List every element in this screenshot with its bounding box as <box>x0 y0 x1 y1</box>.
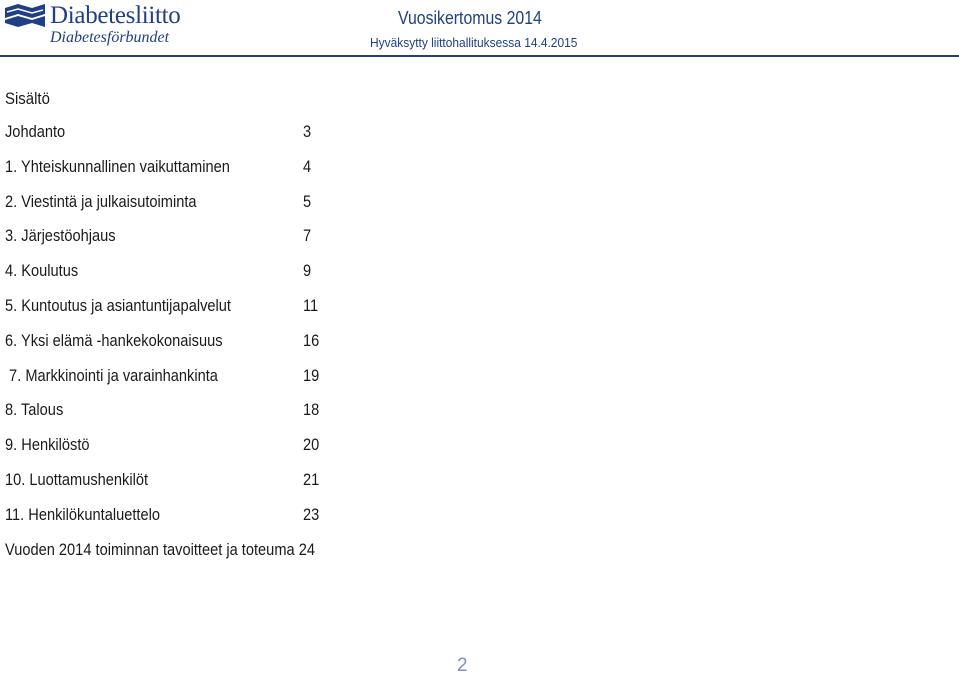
toc-item-label: 9. Henkilöstö <box>5 435 90 455</box>
toc-item-page: 9 <box>303 261 312 281</box>
toc-item-page: 19 <box>303 365 320 385</box>
org-name: Diabetesliitto <box>50 2 181 29</box>
toc-item-label: 6. Yksi elämä -hankekokonaisuus <box>5 330 223 350</box>
toc-item[interactable] <box>5 470 345 505</box>
toc-item-page: 21 <box>303 469 320 489</box>
toc-item-page: 24 <box>298 539 315 559</box>
diabetesliitto-logo <box>4 2 264 48</box>
toc-item-page: 7 <box>303 226 312 246</box>
toc-item-label: 2. Viestintä ja julkaisutoiminta <box>5 191 197 211</box>
toc-item[interactable] <box>5 435 345 470</box>
page-number: 2 <box>457 655 468 676</box>
toc-item-label: 8. Talous <box>5 400 64 420</box>
logo-mark-icon <box>4 3 46 29</box>
toc-item-label: 5. Kuntoutus ja asiantuntijapalvelut <box>5 295 231 315</box>
header-divider <box>0 55 959 57</box>
toc-item-label: 1. Yhteiskunnallinen vaikuttaminen <box>5 156 230 176</box>
toc-item[interactable] <box>5 192 345 227</box>
toc-item-page: 23 <box>303 504 320 524</box>
toc-item-page: 16 <box>303 330 320 350</box>
toc-item-label: 11. Henkilökuntaluettelo <box>5 504 160 524</box>
toc-item-page: 4 <box>303 156 312 176</box>
toc-item-page: 3 <box>303 122 312 141</box>
toc-item-label: 7. Markkinointi ja varainhankinta <box>5 365 218 385</box>
toc-item[interactable] <box>5 226 345 261</box>
org-name-swedish: Diabetesförbundet <box>50 29 170 46</box>
toc-item-page: 5 <box>303 191 312 211</box>
table-of-contents <box>5 122 345 574</box>
toc-item-page: 18 <box>303 400 320 420</box>
toc-item[interactable] <box>5 400 345 435</box>
toc-item[interactable] <box>5 122 345 157</box>
toc-item-label: 4. Koulutus <box>5 261 79 281</box>
toc-item[interactable] <box>5 540 345 575</box>
report-title: Vuosikertomus 2014 <box>398 8 542 28</box>
toc-item[interactable] <box>5 331 345 366</box>
toc-item-label <box>5 540 315 560</box>
toc-item[interactable] <box>5 157 345 192</box>
toc-item[interactable] <box>5 366 345 401</box>
toc-item[interactable] <box>5 261 345 296</box>
toc-item[interactable] <box>5 505 345 540</box>
toc-item-page: 20 <box>303 435 320 455</box>
toc-heading: Sisältö <box>5 89 50 108</box>
toc-item-title: Vuoden 2014 toiminnan tavoitteet ja toteuma <box>5 539 295 559</box>
toc-item-label: Johdanto <box>5 122 66 141</box>
toc-item-label: 10. Luottamushenkilöt <box>5 469 149 489</box>
toc-item-label: 3. Järjestöohjaus <box>5 226 116 246</box>
toc-item[interactable] <box>5 296 345 331</box>
toc-item-page: 11 <box>303 295 319 315</box>
approval-note: Hyväksytty liittohallituksessa 14.4.2015 <box>370 35 578 50</box>
